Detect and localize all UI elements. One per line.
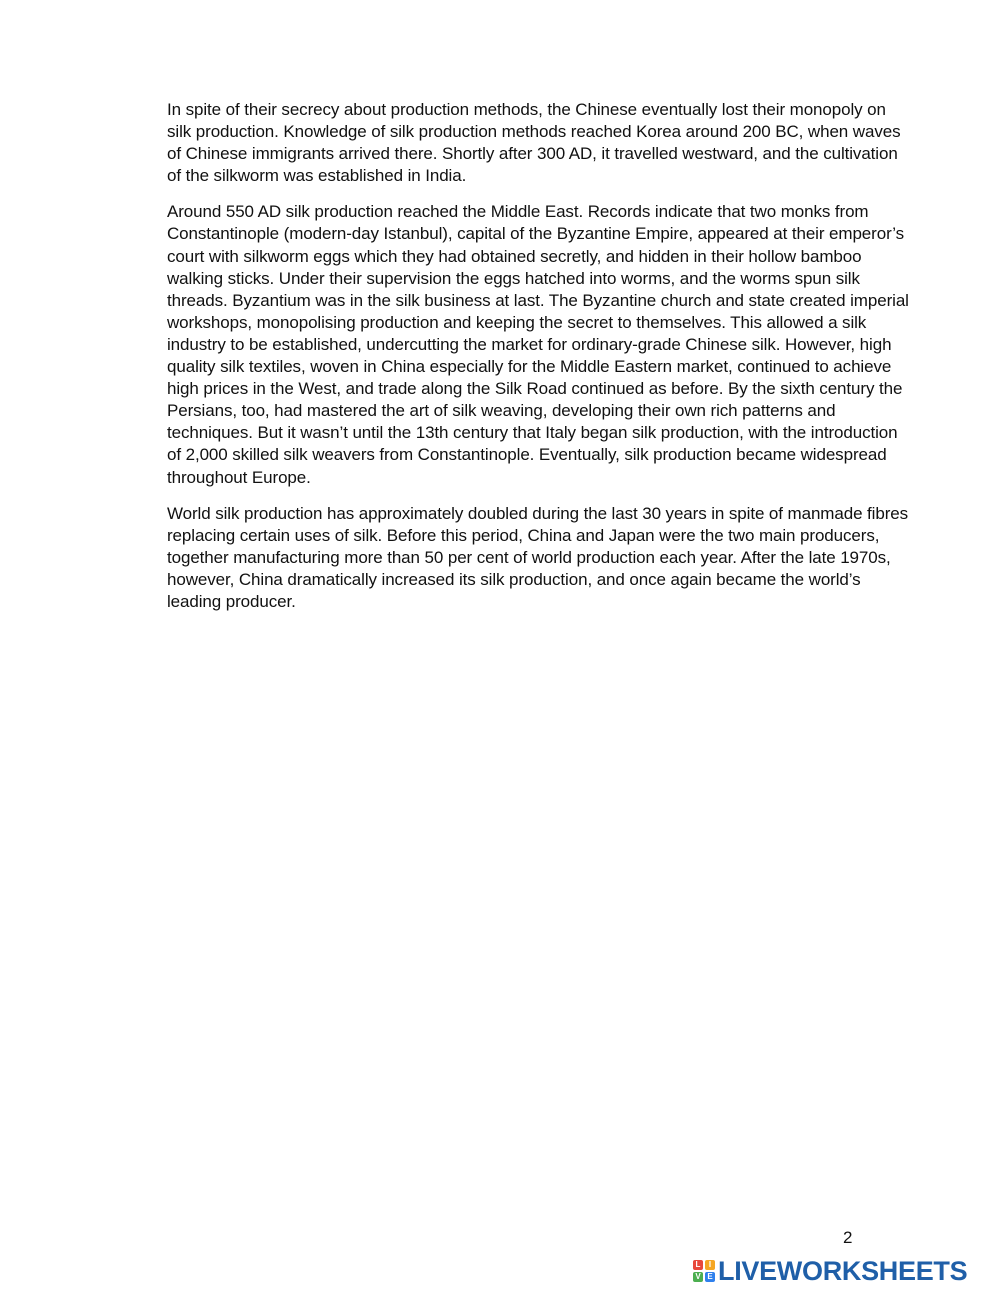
page-number: 2 bbox=[843, 1228, 853, 1247]
logo-tile-v: V bbox=[693, 1272, 703, 1282]
brand-wordmark: LIVEWORKSHEETS bbox=[718, 1256, 968, 1286]
paragraph-3: World silk production has approximately doubled during the last 30 years in spite of manmade fibres replacing certain uses of silk. Before this period, China and Japan were the two main producers, together manufacturing more than 50 per cent of world production each year. After the late 1970s, however, China dramatically increased its silk production, and once again became the world’s leading producer. bbox=[167, 503, 909, 611]
logo-tile-e: E bbox=[705, 1272, 715, 1282]
logo-tile-l: L bbox=[693, 1260, 703, 1270]
document-body bbox=[167, 99, 912, 627]
paragraph-2: Around 550 AD silk production reached the Middle East. Records indicate that two monks from Constantinople (modern-day Istanbul), capital of the Byzantine Empire, appeared at their emperor’s court with silkworm eggs which they had obtained secretly, and hidden in their hollow bamboo walking sticks. Under their supervision the eggs hatched into worms, and the worms spun silk threads. Byzantium was in the silk business at last. The Byzantine church and state created imperial workshops, monopolising production and keeping the secret to themselves. This allowed a silk industry to be established, undercutting the market for ordinary-grade Chinese silk. However, high quality silk textiles, woven in China especially for the Middle Eastern market, continued to achieve high prices in the West, and trade along the Silk Road continued as before. By the sixth century the Persians, too, had mastered the art of silk weaving, developing their own rich patterns and techniques. But it wasn’t until the 13th century that Italy began silk production, with the introduction of 2,000 skilled silk weavers from Constantinople. Eventually, silk production became widespread throughout Europe. bbox=[167, 202, 909, 487]
liveworksheets-logo-icon bbox=[693, 1260, 715, 1282]
liveworksheets-brand[interactable] bbox=[693, 1256, 967, 1286]
paragraph-1: In spite of their secrecy about production methods, the Chinese eventually lost their monopoly on silk production. Knowledge of silk production methods reached Korea around 200 BC, when waves of Chinese immigrants arrived there. Shortly after 300 AD, it travelled westward, and the cultivation of the silkworm was established in India. bbox=[167, 100, 901, 186]
logo-tile-i: I bbox=[705, 1260, 715, 1270]
